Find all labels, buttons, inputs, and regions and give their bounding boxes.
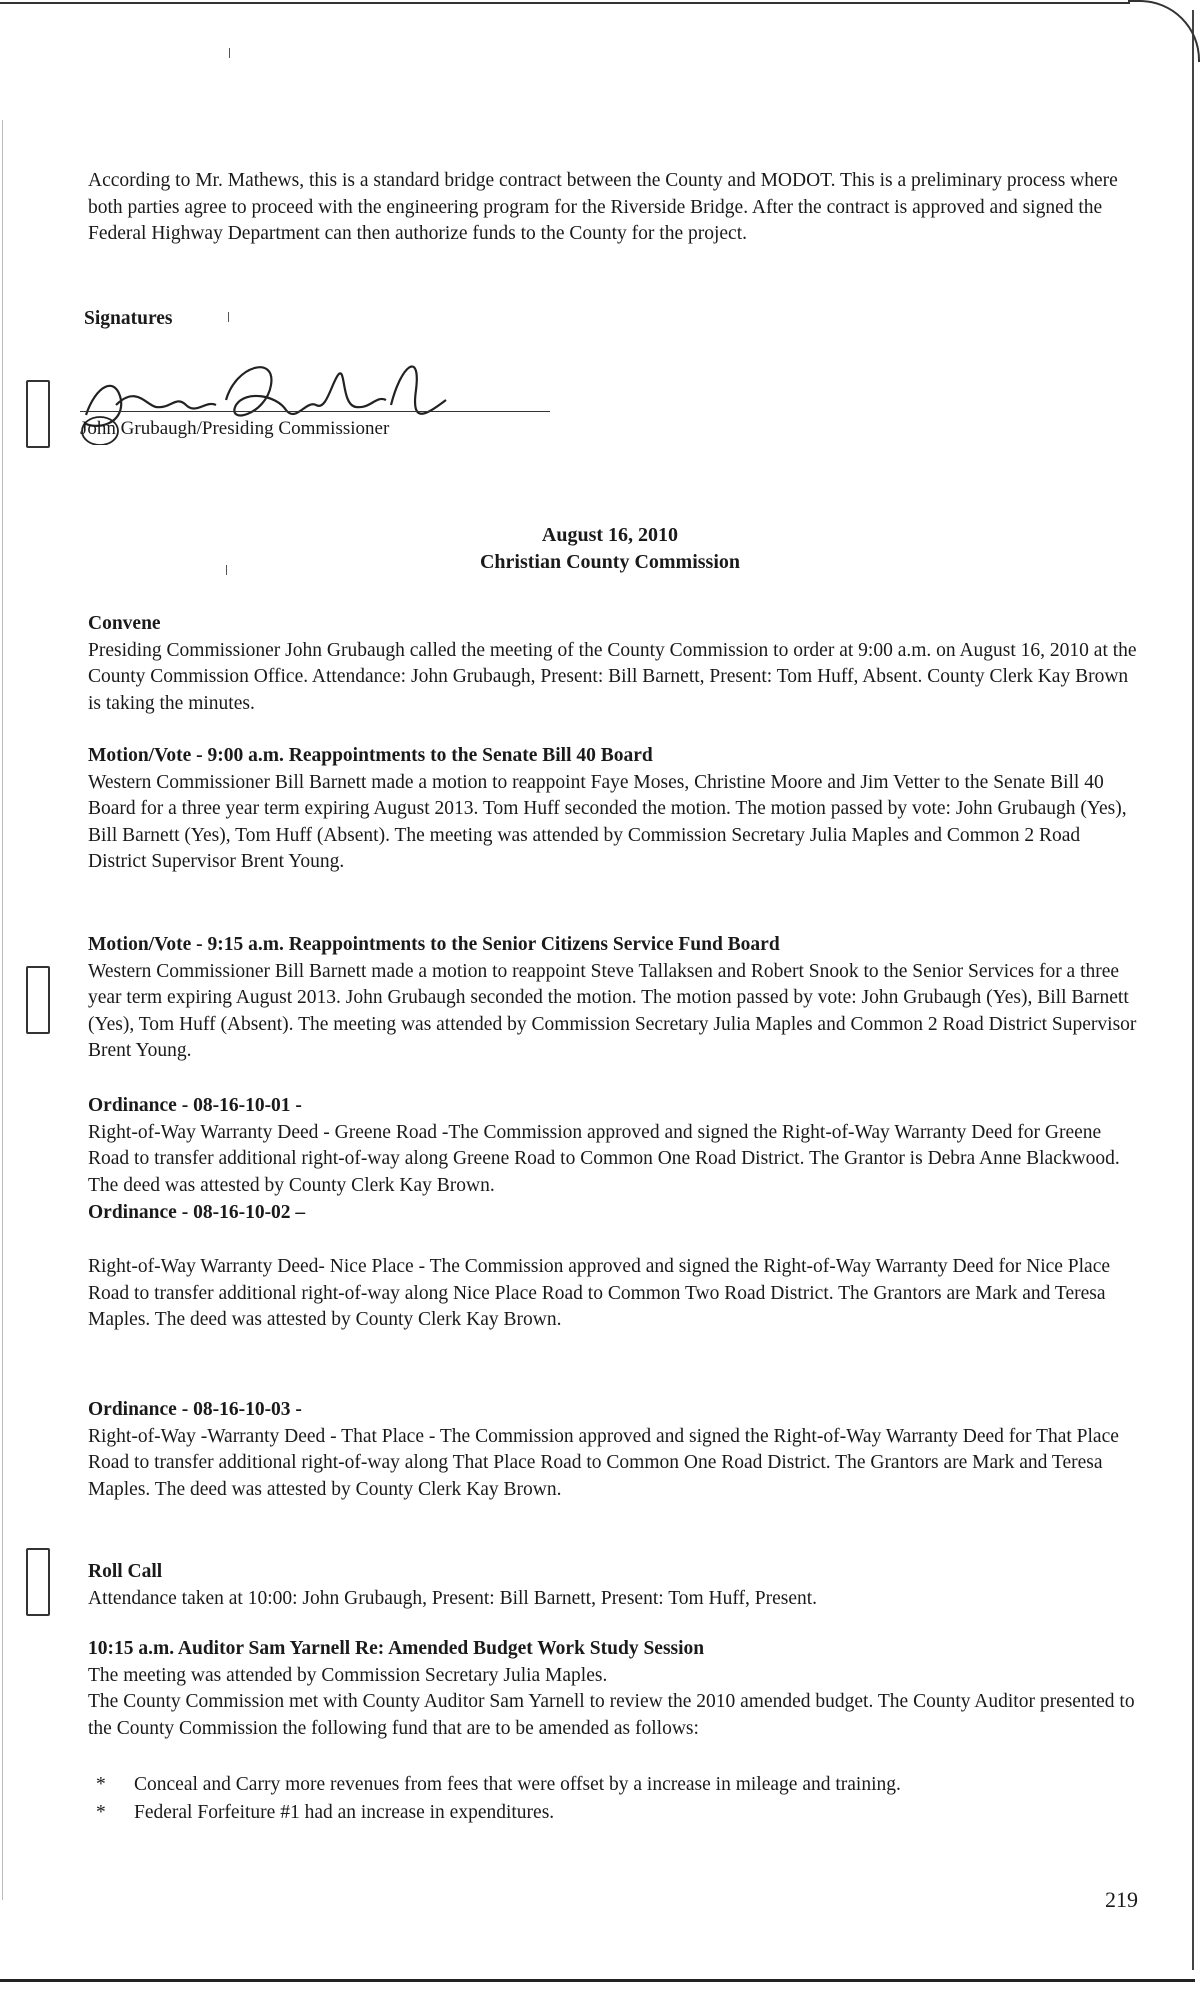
- scan-edge-top: [0, 2, 1130, 4]
- bullet-marker: *: [96, 1774, 106, 1795]
- motion2-heading: Motion/Vote - 9:15 a.m. Reappointments to the Senior Citizens Service Fund Board: [88, 934, 780, 955]
- scan-speck: [228, 312, 229, 322]
- ord3-text: Right-of-Way -Warranty Deed - That Place - The Commission approved and signed the Right-of-Way Warranty Deed for That Place Road to transfer additional right-of-way along That Place Road to Common One Road District. The Grantors are Mark and Teresa Maples. The deed was attested by County Clerk Kay Brown.: [88, 1425, 1119, 1500]
- section-ordinance-02: [88, 1200, 1138, 1227]
- motion1-text: Western Commissioner Bill Barnett made a motion to reappoint Faye Moses, Christine Moore and Jim Vetter to the Senate Bill 40 Board for a three year term expiring August 2013. Tom Huff seconded the motion. The motion passed by vote: John Grubaugh (Yes), Bill Barnett (Yes), Tom Huff (Absent). The meeting was attended by Commission Secretary Julia Maples and Common 2 Road District Supervisor Brent Young.: [88, 771, 1127, 872]
- scan-edge-right: [1192, 10, 1194, 1970]
- meeting-date: August 16, 2010: [541, 524, 679, 546]
- auditor-heading: 10:15 a.m. Auditor Sam Yarnell Re: Amended Budget Work Study Session: [88, 1638, 705, 1659]
- intro-text: According to Mr. Mathews, this is a standard bridge contract between the County and MODOT. This is a preliminary process where both parties agree to proceed with the engineering program for the Riverside Bridge. After the contract is approved and signed the Federal Highway Department can then authorize funds to the County for the project.: [88, 170, 1118, 244]
- section-motion-senate-bill: [88, 743, 1138, 876]
- section-auditor: [88, 1636, 1138, 1742]
- list-item: [96, 1799, 1146, 1827]
- section-convene: [88, 611, 1138, 717]
- rollcall-text: Attendance taken at 10:00: John Grubaugh, Present: Bill Barnett, Present: Tom Huff, Present.: [88, 1587, 818, 1609]
- ord3-heading: Ordinance - 08-16-10-03 -: [88, 1399, 302, 1420]
- scan-edge-left: [2, 120, 3, 1900]
- meeting-body: Christian County Commission: [479, 551, 741, 573]
- section-ordinance-02-body: [88, 1254, 1138, 1334]
- list-item: [96, 1771, 1146, 1799]
- signature-line: [80, 411, 550, 412]
- page-number: 219: [1105, 1887, 1138, 1912]
- motion2-text: Western Commissioner Bill Barnett made a motion to reappoint Steve Tallaksen and Robert Snook to the Senior Services for a three year term expiring August 2013. John Grubaugh seconded the motion. The motion passed by vote: John Grubaugh (Yes), Bill Barnett (Yes), Tom Huff (Absent). The meeting was attended by Commission Secretary Julia Maples and Common 2 Road District Supervisor Brent Young.: [88, 960, 1137, 1061]
- section-motion-senior-citizens: [88, 932, 1138, 1065]
- convene-heading: Convene: [88, 613, 161, 634]
- signatory-name: John Grubaugh/Presiding Commissioner: [80, 418, 390, 439]
- list-item-text: Federal Forfeiture #1 had an increase in expenditures.: [134, 1802, 555, 1823]
- meeting-header: [340, 522, 880, 576]
- motion1-heading: Motion/Vote - 9:00 a.m. Reappointments to the Senate Bill 40 Board: [88, 745, 653, 766]
- bullet-marker: *: [96, 1802, 106, 1823]
- signatures-label: Signatures: [84, 308, 173, 329]
- convene-text: Presiding Commissioner John Grubaugh called the meeting of the County Commission to order at 9:00 a.m. on August 16, 2010 at the County Commission Office. Attendance: John Grubaugh, Present: Bill Barnett, Present: Tom Huff, Absent. County Clerk Kay Brown is taking the minutes.: [88, 639, 1137, 714]
- section-ordinance-03: [88, 1397, 1138, 1503]
- ord2-heading: Ordinance - 08-16-10-02 –: [88, 1202, 306, 1223]
- binder-hole-1: [26, 380, 50, 448]
- rollcall-heading: Roll Call: [88, 1561, 163, 1582]
- section-ordinance-01: [88, 1093, 1138, 1199]
- scan-edge-bottom: [0, 1979, 1195, 1982]
- ord1-heading: Ordinance - 08-16-10-01 -: [88, 1095, 302, 1116]
- amendment-list: [96, 1771, 1146, 1827]
- auditor-line1: The meeting was attended by Commission Secretary Julia Maples.: [88, 1664, 608, 1686]
- binder-hole-2: [26, 966, 50, 1034]
- list-item-text: Conceal and Carry more revenues from fees that were offset by a increase in mileage and training.: [134, 1774, 901, 1795]
- binder-hole-3: [26, 1548, 50, 1616]
- scan-speck: [226, 565, 227, 575]
- scan-speck: [229, 48, 230, 58]
- page-curl: [1128, 0, 1200, 62]
- intro-paragraph: [88, 168, 1138, 248]
- ord2-text: Right-of-Way Warranty Deed- Nice Place - The Commission approved and signed the Right-of-Way Warranty Deed for Nice Place Road to transfer additional right-of-way along Nice Place Road to Common Two Road District. The Grantors are Mark and Teresa Maples. The deed was attested by County Clerk Kay Brown.: [88, 1256, 1111, 1330]
- section-roll-call: [88, 1559, 1138, 1612]
- auditor-line2: The County Commission met with County Auditor Sam Yarnell to review the 2010 amended budget. The County Auditor presented to the County Commission the following fund that are to be amended as follows:: [88, 1691, 1135, 1739]
- ord1-text: Right-of-Way Warranty Deed - Greene Road -The Commission approved and signed the Right-of-Way Warranty Deed for Greene Road to transfer additional right-of-way along Greene Road to Common One Road District. The Grantor is Debra Anne Blackwood. The deed was attested by County Clerk Kay Brown.: [88, 1121, 1120, 1196]
